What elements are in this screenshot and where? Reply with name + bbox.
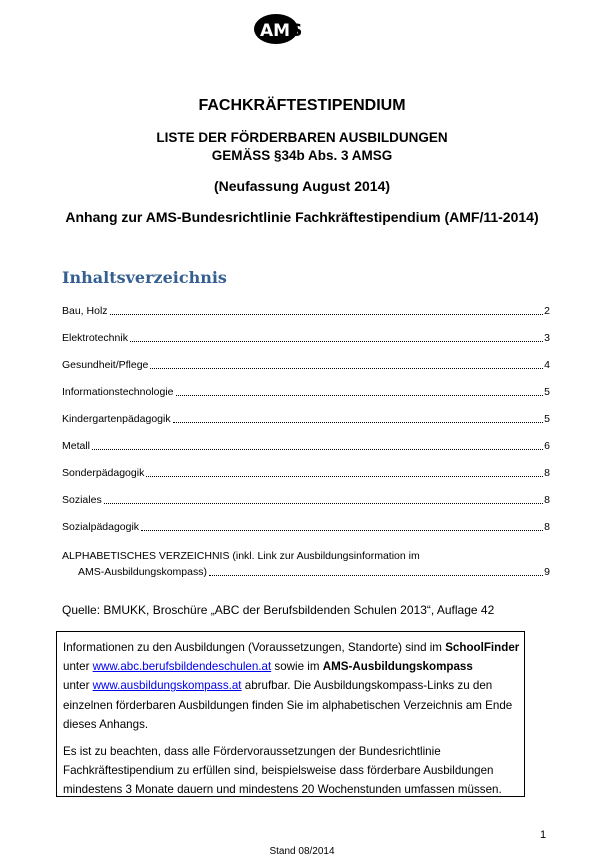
toc-item-label: Kindergartenpädagogik	[62, 413, 171, 425]
toc-item-page: 5	[544, 413, 550, 425]
logo-text-main: AM	[260, 21, 291, 41]
toc-item-label: Soziales	[62, 494, 102, 506]
toc-leader-dots	[209, 575, 543, 576]
abc-berufsbildendeschulen-link[interactable]: www.abc.berufsbildendeschulen.at	[92, 660, 272, 674]
toc-heading: Inhaltsverzeichnis	[62, 268, 227, 287]
toc-item[interactable]	[62, 331, 550, 345]
info-text: Informationen zu den Ausbildungen (Voraussetzungen, Standorte) sind im	[63, 641, 446, 654]
toc-item-page: 6	[544, 440, 550, 452]
info-text: abrufbar. Die Ausbildungskompass-Links zu den einzelnen förderbaren Ausbildungen finden Sie im alphabetischen Verzeichnis am Ende dieses Anhangs.	[63, 679, 513, 731]
ams-logo	[254, 12, 318, 48]
toc-item-page: 8	[544, 521, 550, 533]
revision-note: (Neufassung August 2014)	[213, 178, 391, 194]
ausbildungskompass-link[interactable]: www.ausbildungskompass.at	[92, 679, 242, 693]
toc-item[interactable]	[62, 466, 550, 480]
info-text: unter	[63, 679, 93, 693]
toc-item[interactable]	[62, 304, 550, 318]
logo-text-s: S	[290, 21, 303, 41]
ausbildungskompass-label: AMS-Ausbildungskompass	[322, 660, 473, 674]
toc-leader-dots	[130, 341, 543, 342]
toc-item-label: Gesundheit/Pflege	[62, 359, 149, 371]
toc-item-page: 3	[544, 332, 550, 344]
toc-item-label: Sonderpädagogik	[62, 467, 145, 479]
toc-leader-dots	[104, 503, 543, 504]
toc-item[interactable]	[62, 520, 550, 534]
toc-leader-dots	[141, 530, 543, 531]
toc-leader-dots	[173, 422, 544, 423]
subtitle-line-2: GEMÄSS §34b Abs. 3 AMSG	[211, 148, 393, 163]
toc-item-label: AMS-Ausbildungskompass)	[78, 566, 207, 578]
info-box	[56, 631, 525, 797]
toc-item-alphabetical[interactable]	[78, 565, 550, 579]
toc-item[interactable]	[62, 412, 550, 426]
toc-item-page: 8	[544, 467, 550, 479]
toc-item-label: Metall	[62, 440, 91, 452]
toc-item[interactable]	[62, 439, 550, 453]
toc-item-label: Sozialpädagogik	[62, 521, 140, 533]
toc-item-page: 4	[544, 359, 550, 371]
logo-text	[260, 21, 302, 41]
info-text: unter	[63, 660, 93, 674]
document-subtitle	[0, 129, 604, 165]
info-paragraph-2: Es ist zu beachten, dass alle Fördervoraussetzungen der Bundesrichtlinie Fachkräftestipendium zu erfüllen sind, beispielsweise dass förderbare Ausbildungen mindestens 3 Monate dauern und mindestens 20 Wochenstunden umfassen müssen.	[63, 745, 502, 797]
info-text: sowie im	[271, 660, 323, 674]
toc-item[interactable]	[62, 385, 550, 399]
toc-leader-dots	[176, 395, 544, 396]
footer-date: Stand 08/2014	[269, 846, 335, 857]
toc-leader-dots	[92, 449, 543, 450]
subtitle-line-1: LISTE DER FÖRDERBAREN AUSBILDUNGEN	[156, 130, 448, 145]
page-number: 1	[540, 829, 547, 841]
toc-leader-dots	[110, 314, 544, 315]
info-paragraph-1	[63, 638, 524, 734]
document-title: FACHKRÄFTESTIPENDIUM	[198, 97, 406, 114]
toc-item-label: Bau, Holz	[62, 305, 108, 317]
toc-item-page: 8	[544, 494, 550, 506]
annex-title: Anhang zur AMS-Bundesrichtlinie Fachkräftestipendium (AMF/11-2014)	[65, 209, 539, 225]
toc-item[interactable]	[62, 493, 550, 507]
toc-item-alphabetical-line1[interactable]: ALPHABETISCHES VERZEICHNIS (inkl. Link zur Ausbildungsinformation im	[62, 550, 420, 562]
schoolfinder-label: SchoolFinder	[445, 641, 520, 654]
toc-item[interactable]	[62, 358, 550, 372]
toc-item-page: 9	[544, 566, 550, 578]
toc-item-label: Informationstechnologie	[62, 386, 174, 398]
toc-item-label: Elektrotechnik	[62, 332, 128, 344]
toc-leader-dots	[150, 368, 543, 369]
toc-leader-dots	[146, 476, 543, 477]
source-note: Quelle: BMUKK, Broschüre „ABC der Berufsbildenden Schulen 2013“, Auflage 42	[62, 603, 495, 617]
toc-item-page: 5	[544, 386, 550, 398]
toc-item-page: 2	[544, 305, 550, 317]
